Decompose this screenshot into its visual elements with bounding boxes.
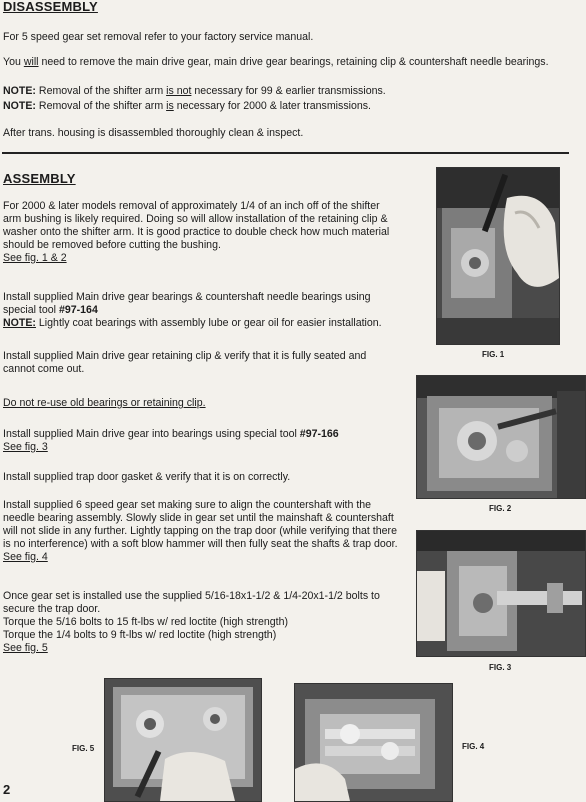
- note-99-earlier: NOTE: Removal of the shifter arm is not necessary for 99 & earlier transmissions.: [3, 85, 386, 97]
- fig5-illustration: [105, 679, 261, 801]
- assembly-step-bearings: Install supplied Main drive gear bearings & countershaft needle bearings using special tool #97-164 NOTE: Lightly coat bearings with assembly lube or gear oil for easier installation.: [3, 291, 382, 329]
- tool-97-164: #97-164: [58, 304, 98, 316]
- fig3-photo: [416, 530, 586, 657]
- fig4-photo: [294, 683, 453, 802]
- assembly-step-gasket: Install supplied trap door gasket & verify that it is on correctly.: [3, 471, 291, 483]
- emphasis-will: will: [23, 56, 39, 68]
- fig3-label: FIG. 3: [489, 663, 512, 672]
- disassembly-heading: DISASSEMBLY: [3, 0, 98, 14]
- disassembly-p2: You will need to remove the main drive gear, main drive gear bearings, retaining clip & countershaft needle bearings.: [3, 56, 549, 68]
- assembly-heading: ASSEMBLY: [3, 171, 76, 186]
- assembly-step-main-drive-gear: Install supplied Main drive gear into bearings using special tool #97-166 See fig. 3: [3, 428, 403, 454]
- see-fig-1-2: See fig. 1 & 2: [3, 252, 67, 264]
- see-fig-4: See fig. 4: [3, 551, 48, 563]
- fig2-illustration: [417, 376, 585, 498]
- disassembly-p1: For 5 speed gear set removal refer to your factory service manual.: [3, 31, 314, 43]
- assembly-warning-old-parts: Do not re-use old bearings or retaining clip.: [3, 397, 206, 409]
- page-number: 2: [3, 782, 11, 797]
- see-fig-5: See fig. 5: [3, 642, 48, 654]
- fig2-photo: [416, 375, 586, 499]
- see-fig-3: See fig. 3: [3, 441, 48, 453]
- fig4-illustration: [295, 684, 452, 801]
- fig3-illustration: [417, 531, 585, 656]
- assembly-step-trap-door-bolts: Once gear set is installed use the supplied 5/16-18x1-1/2 & 1/4-20x1-1/2 bolts to secure the trap door. Torque the 5/16 bolts to 15 ft-lbs w/ red loctite (high strength) Torque the 1/4 bolts to 9 ft-lbs w/ red loctite (high strength) See fig. 5: [3, 590, 408, 655]
- fig1-label: FIG. 1: [482, 350, 505, 359]
- assembly-step-retaining-clip: Install supplied Main drive gear retaining clip & verify that it is fully seated and cannot come out.: [3, 350, 367, 375]
- fig1-photo: [436, 167, 560, 345]
- fig5-label: FIG. 5: [72, 744, 95, 753]
- fig1-illustration: [437, 168, 559, 344]
- disassembly-p3: After trans. housing is disassembled thoroughly clean & inspect.: [3, 127, 304, 139]
- note-2000-later: NOTE: Removal of the shifter arm is necessary for 2000 & later transmissions.: [3, 100, 371, 112]
- assembly-step-shifter-bushing: For 2000 & later models removal of approximately 1/4 of an inch off of the shifter arm bushing is likely required. Doing so will allow installation of the retaining clip & washer onto the shifter arm. It is good practice to double check how much material should be removed before cutting the bushing. See fig. 1 & 2: [3, 200, 403, 265]
- section-divider: [2, 152, 569, 154]
- fig5-photo: [104, 678, 262, 802]
- tool-97-166: #97-166: [299, 428, 339, 440]
- fig2-label: FIG. 2: [489, 504, 512, 513]
- fig4-label: FIG. 4: [462, 742, 485, 751]
- assembly-step-gear-set: Install supplied 6 speed gear set making sure to align the countershaft with the needle bearing assembly. Slowly slide in gear set until the mainshaft & countershaft will not slide in any further. Lightly tapping on the trap door (while verifying that there is no interference) with a soft blow hammer will then fully seat the shafts & trap door. See fig. 4: [3, 499, 403, 564]
